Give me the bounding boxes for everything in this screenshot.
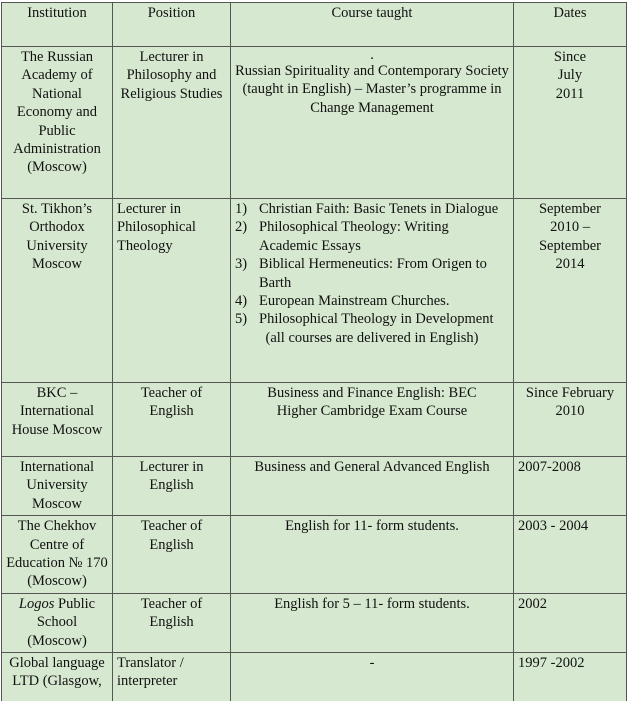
course-list-item: 2) Philosophical Theology: Writing Academic Essays: [235, 219, 449, 254]
header-institution: Institution: [2, 3, 113, 47]
table-row: [2, 457, 627, 516]
course-list-item: 5) Philosophical Theology in Development: [235, 311, 494, 328]
institution-cell: Global language LTD (Glasgow,: [2, 653, 113, 701]
course-cell: English for 5 – 11- form students.: [231, 593, 514, 652]
table-row: [2, 593, 627, 652]
table-header-row: [2, 3, 627, 47]
dates-cell: 2002: [514, 593, 627, 652]
institution-cell: St. Tikhon’s Orthodox University Moscow: [2, 199, 113, 383]
course-list: [235, 200, 509, 329]
position-cell: Lecturer in Philosophical Theology: [113, 199, 231, 383]
course-cell: [231, 199, 514, 383]
course-dot: .: [370, 47, 374, 63]
institution-name-rest: Public School (Moscow): [27, 595, 96, 649]
course-cell: Business and General Advanced English: [231, 457, 514, 516]
position-cell: Lecturer in English: [113, 457, 231, 516]
position-cell: Lecturer in Philosophy and Religious Studies: [113, 47, 231, 199]
course-cell: Business and Finance English: BEC Higher Cambridge Exam Course: [231, 383, 514, 457]
dates-cell: 2003 - 2004: [514, 516, 627, 594]
course-cell: -: [231, 653, 514, 701]
institution-cell: International University Moscow: [2, 457, 113, 516]
course-line: Russian Spirituality and Contemporary Society: [235, 63, 509, 79]
course-list-item: 1) Christian Faith: Basic Tenets in Dialogue: [235, 201, 499, 217]
table-row: [2, 653, 627, 701]
dates-cell: September 2010 – September 2014: [514, 199, 627, 383]
institution-italic-name: Logos: [18, 595, 55, 612]
dates-cell: 1997 -2002: [514, 653, 627, 701]
header-course: Course taught: [231, 3, 514, 47]
table-row: [2, 383, 627, 457]
position-cell: Teacher of English: [113, 516, 231, 594]
header-position: Position: [113, 3, 231, 47]
table-row: [2, 516, 627, 594]
course-list-item: 4) European Mainstream Churches.: [235, 293, 450, 310]
table-row: [2, 199, 627, 383]
position-cell: Teacher of English: [113, 593, 231, 652]
institution-cell: The Russian Academy of National Economy and Public Administration (Moscow): [2, 47, 113, 199]
institution-cell: [2, 593, 113, 652]
course-line: (taught in English) – Master’s programme in Change Management: [242, 81, 502, 116]
course-note: (all courses are delivered in English): [265, 329, 479, 346]
course-cell: English for 11- form students.: [231, 516, 514, 594]
dates-cell: Since July 2011: [514, 47, 627, 199]
table-row: [2, 47, 627, 199]
header-dates: Dates: [514, 3, 627, 47]
course-list-item: 3) Biblical Hermeneutics: From Origen to Barth: [235, 256, 487, 291]
institution-cell: BKC – International House Moscow: [2, 383, 113, 457]
dates-cell: 2007-2008: [514, 457, 627, 516]
dates-cell: Since February 2010: [514, 383, 627, 457]
employment-table: [1, 2, 627, 701]
course-cell: [231, 47, 514, 199]
institution-cell: The Chekhov Centre of Education № 170 (Moscow): [2, 516, 113, 594]
position-cell: Teacher of English: [113, 383, 231, 457]
position-cell: Translator / interpreter: [113, 653, 231, 701]
